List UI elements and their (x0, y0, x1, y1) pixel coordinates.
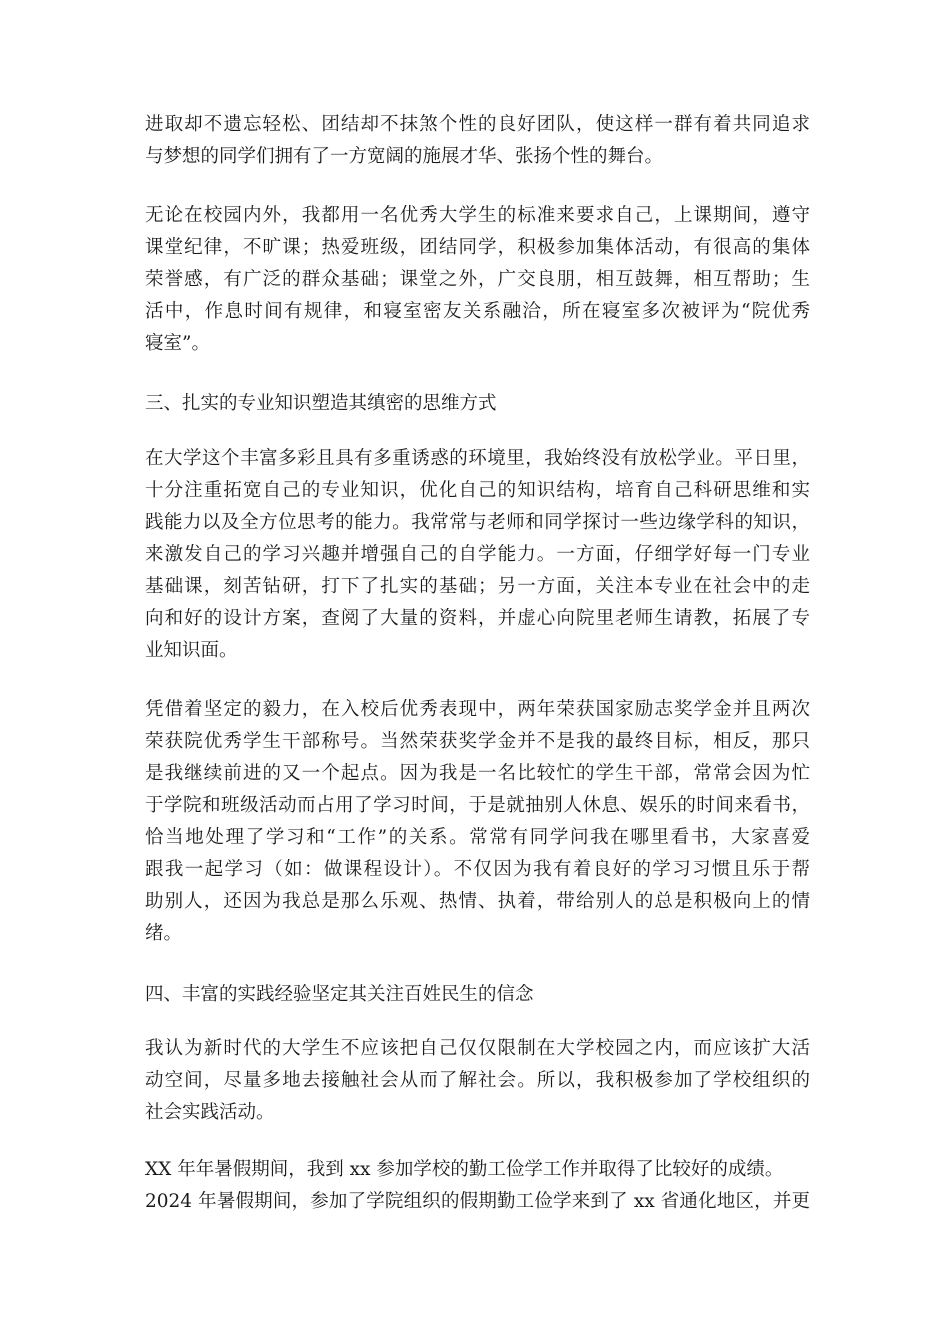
text-line: 助别人，还因为我总是那么乐观、热情、执着，带给别人的总是积极向上的情 (145, 891, 810, 912)
text-line: 课堂纪律，不旷课；热爱班级，团结同学，积极参加集体活动，有很高的集体 (145, 237, 810, 258)
paragraph-campus-conduct (145, 200, 810, 360)
text-line: 我认为新时代的大学生不应该把自己仅仅限制在大学校园之内，而应该扩大活 (145, 1038, 810, 1059)
text-line: 于学院和班级活动而占用了学习时间，于是就抽别人休息、娱乐的时间来看书， (145, 795, 810, 816)
text-line: 寝室”。 (145, 333, 210, 354)
paragraph-practice (145, 1033, 810, 1129)
text-line: 荣获院优秀学生干部称号。当然荣获奖学金并不是我的最终目标，相反，那只 (145, 731, 810, 752)
text-line: 社会实践活动。 (145, 1102, 275, 1123)
text-line: 凭借着坚定的毅力，在入校后优秀表现中，两年荣获国家励志奖学金并且两次 (145, 699, 810, 720)
text-line: 活中，作息时间有规律，和寝室密友关系融洽，所在寝室多次被评为“院优秀 (145, 301, 810, 322)
text-line: 在大学这个丰富多彩且具有多重诱惑的环境里，我始终没有放松学业。平日里， (145, 448, 810, 469)
text-line: 2024 年暑假期间，参加了学院组织的假期勤工俭学来到了 xx 省通化地区，并更 (145, 1191, 810, 1212)
text-line: 与梦想的同学们拥有了一方宽阔的施展才华、张扬个性的舞台。 (145, 146, 664, 167)
text-line: 恰当地处理了学习和“工作”的关系。常常有同学问我在哪里看书，大家喜爱 (145, 827, 810, 848)
text-line: 践能力以及全方位思考的能力。我常常与老师和同学探讨一些边缘学科的知识， (145, 512, 810, 533)
text-line: 进取却不遗忘轻松、团结却不抹煞个性的良好团队，使这样一群有着共同追求 (145, 114, 810, 135)
paragraph-summer-work (145, 1154, 810, 1218)
text-line: 来激发自己的学习兴趣并增强自己的自学能力。一方面，仔细学好每一门专业 (145, 544, 810, 565)
text-line: 业知识面。 (145, 640, 238, 661)
paragraph-team (145, 109, 810, 173)
text-line: 跟我一起学习（如：做课程设计）。不仅因为我有着良好的学习习惯且乐于帮 (145, 859, 810, 880)
text-line: 十分注重拓宽自己的专业知识，优化自己的知识结构，培育自己科研思维和实 (145, 480, 810, 501)
text-line: 绪。 (145, 923, 183, 944)
section-heading-4: 四、丰富的实践经验坚定其关注百姓民生的信念 (145, 984, 534, 1005)
text-line: XX 年年暑假期间，我到 xx 参加学校的勤工俭学工作并取得了比较好的成绩。 (145, 1159, 784, 1180)
text-line: 荣誉感，有广泛的群众基础；课堂之外，广交良朋，相互鼓舞，相互帮助；生 (145, 269, 810, 290)
paragraph-academics (145, 443, 810, 667)
text-line: 无论在校园内外，我都用一名优秀大学生的标准来要求自己，上课期间，遵守 (145, 205, 810, 226)
paragraph-awards (145, 694, 810, 950)
section-heading-3: 三、扎实的专业知识塑造其缜密的思维方式 (145, 393, 497, 414)
text-line: 是我继续前进的又一个起点。因为我是一名比较忙的学生干部，常常会因为忙 (145, 763, 810, 784)
text-line: 向和好的设计方案，查阅了大量的资料，并虚心向院里老师生请教，拓展了专 (145, 608, 810, 629)
text-line: 动空间，尽量多地去接触社会从而了解社会。所以，我积极参加了学校组织的 (145, 1070, 810, 1091)
text-line: 基础课，刻苦钻研，打下了扎实的基础；另一方面，关注本专业在社会中的走 (145, 576, 810, 597)
